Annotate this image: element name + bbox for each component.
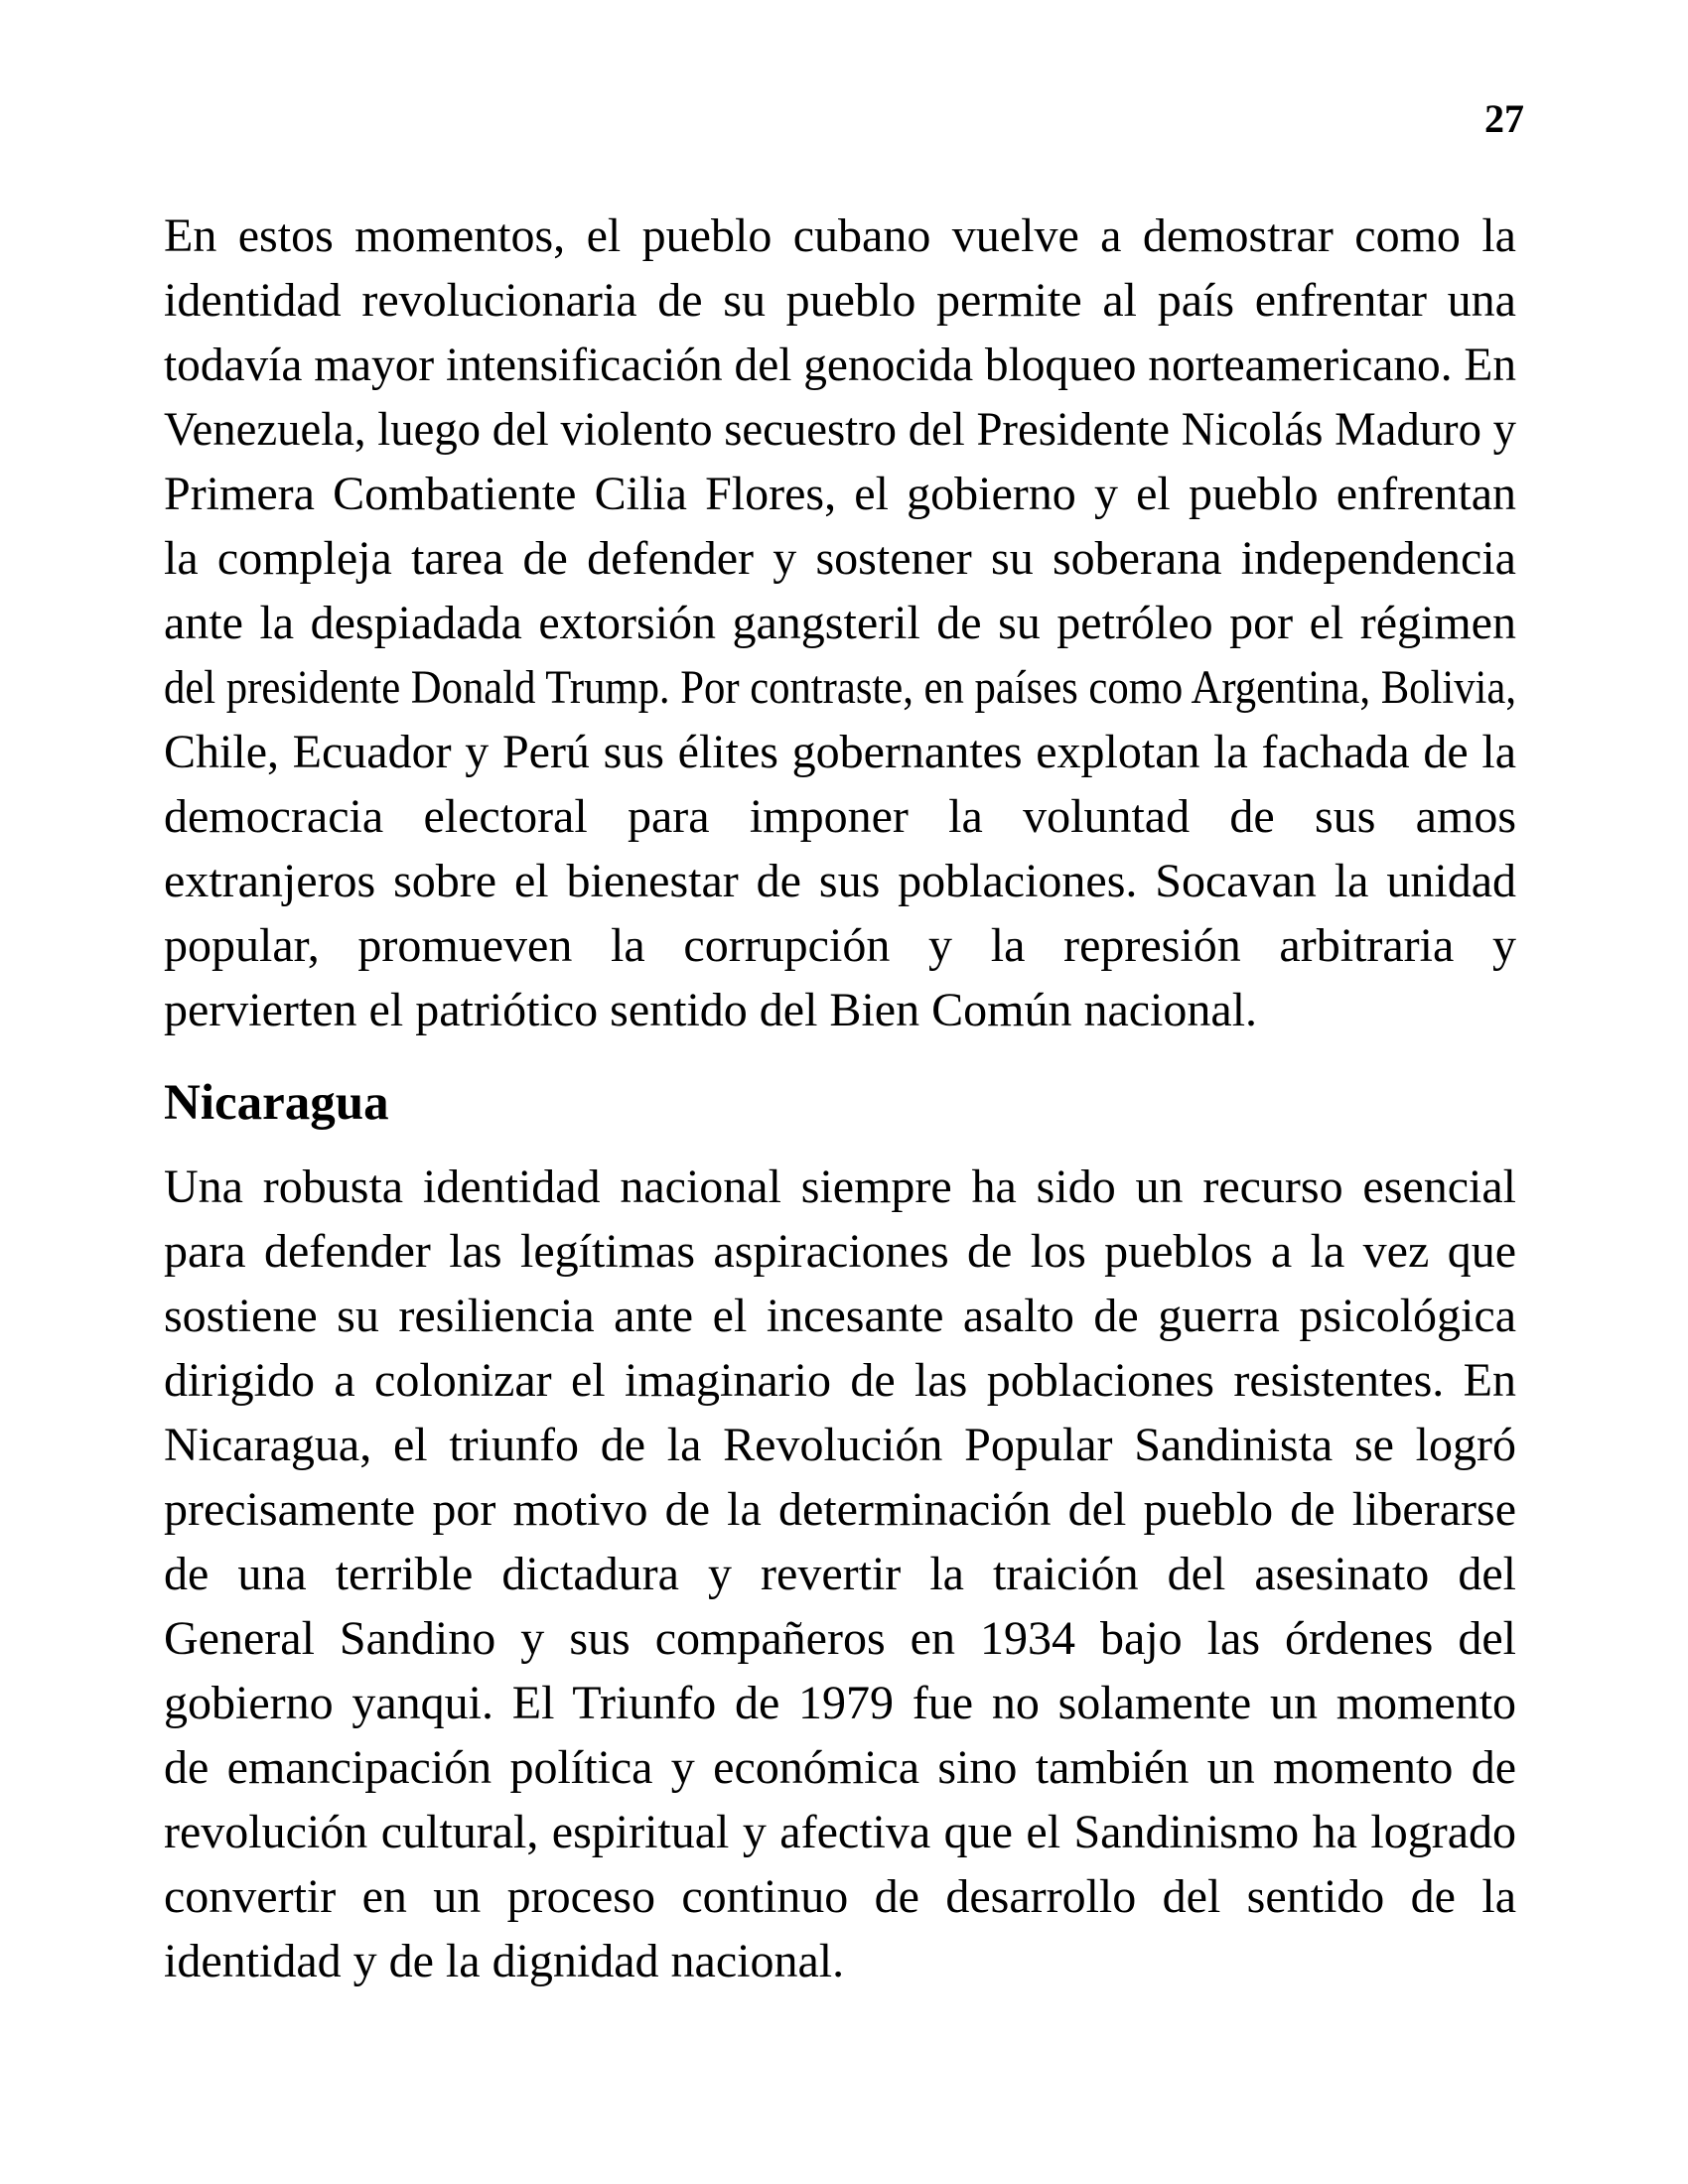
text-line (164, 462, 1516, 526)
text-line (164, 1735, 1516, 1800)
text-line-content: de emancipación política y económica sino también un momento de (164, 1741, 1516, 1794)
text-line (164, 397, 1516, 462)
text-line (164, 849, 1516, 913)
text-line-content: convertir en un proceso continuo de desarrollo del sentido de la (164, 1870, 1516, 1923)
text-line-content: precisamente por motivo de la determinación del pueblo de liberarse (164, 1483, 1516, 1536)
text-line (164, 1606, 1516, 1671)
text-line (164, 1155, 1516, 1219)
text-line-content: identidad revolucionaria de su pueblo permite al país enfrentar una (164, 274, 1516, 327)
text-line (164, 1284, 1516, 1348)
text-line-content: pervierten el patriótico sentido del Bien Común nacional. (164, 984, 1258, 1036)
text-line (164, 1929, 1516, 1993)
page-body (164, 204, 1516, 1993)
paragraph-nicaragua (164, 1155, 1516, 1993)
text-line-content: Venezuela, luego del violento secuestro del Presidente Nicolás Maduro y (164, 403, 1516, 456)
text-line-content: dirigido a colonizar el imaginario de las poblaciones resistentes. En (164, 1354, 1516, 1407)
text-line (164, 1477, 1516, 1542)
text-line (164, 268, 1516, 333)
text-line (164, 1413, 1516, 1477)
text-line-content: popular, promueven la corrupción y la represión arbitraria y (164, 919, 1516, 972)
text-line-content: Primera Combatiente Cilia Flores, el gobierno y el pueblo enfrentan (164, 468, 1516, 520)
section-heading-nicaragua: Nicaragua (164, 1075, 389, 1131)
text-line-content: democracia electoral para imponer la voluntad de sus amos (164, 790, 1516, 843)
text-line (164, 526, 1516, 591)
text-line-content: extranjeros sobre el bienestar de sus poblaciones. Socavan la unidad (164, 855, 1516, 907)
text-line (164, 1671, 1516, 1735)
text-line-content: sostiene su resiliencia ante el incesante asalto de guerra psicológica (164, 1290, 1516, 1342)
text-line (164, 591, 1516, 655)
text-line (164, 333, 1516, 397)
text-line-content: Chile, Ecuador y Perú sus élites gobernantes explotan la fachada de la (164, 726, 1516, 778)
text-line-content: de una terrible dictadura y revertir la traición del asesinato del (164, 1548, 1516, 1600)
text-line (164, 784, 1516, 849)
text-line-content: En estos momentos, el pueblo cubano vuelve a demostrar como la (164, 209, 1516, 262)
text-line (164, 1800, 1516, 1864)
text-line-content: ante la despiadada extorsión gangsteril de su petróleo por el régimen (164, 597, 1516, 649)
text-line-content: para defender las legítimas aspiraciones de los pueblos a la vez que (164, 1225, 1516, 1278)
text-line (164, 204, 1516, 268)
text-line-content: todavía mayor intensificación del genocida bloqueo norteamericano. En (164, 339, 1516, 391)
text-line (164, 655, 1516, 720)
text-line-content: identidad y de la dignidad nacional. (164, 1935, 845, 1987)
text-line-content: revolución cultural, espiritual y afectiva que el Sandinismo ha logrado (164, 1806, 1516, 1858)
text-line-content: del presidente Donald Trump. Por contraste, en países como Argentina, Bolivia, (164, 661, 1516, 714)
text-line (164, 978, 1516, 1042)
text-line (164, 1219, 1516, 1284)
paragraph-cuba-venezuela (164, 204, 1516, 1042)
text-line-content: la compleja tarea de defender y sostener su soberana independencia (164, 532, 1516, 585)
text-line-content: Una robusta identidad nacional siempre ha sido un recurso esencial (164, 1160, 1516, 1213)
text-line-content: General Sandino y sus compañeros en 1934 bajo las órdenes del (164, 1612, 1516, 1665)
text-line (164, 913, 1516, 978)
page-number: 27 (1484, 96, 1524, 141)
text-line (164, 1864, 1516, 1929)
text-line-content: gobierno yanqui. El Triunfo de 1979 fue no solamente un momento (164, 1677, 1516, 1729)
text-line (164, 720, 1516, 784)
text-line (164, 1542, 1516, 1606)
text-line-content: Nicaragua, el triunfo de la Revolución Popular Sandinista se logró (164, 1419, 1516, 1471)
text-line (164, 1348, 1516, 1413)
